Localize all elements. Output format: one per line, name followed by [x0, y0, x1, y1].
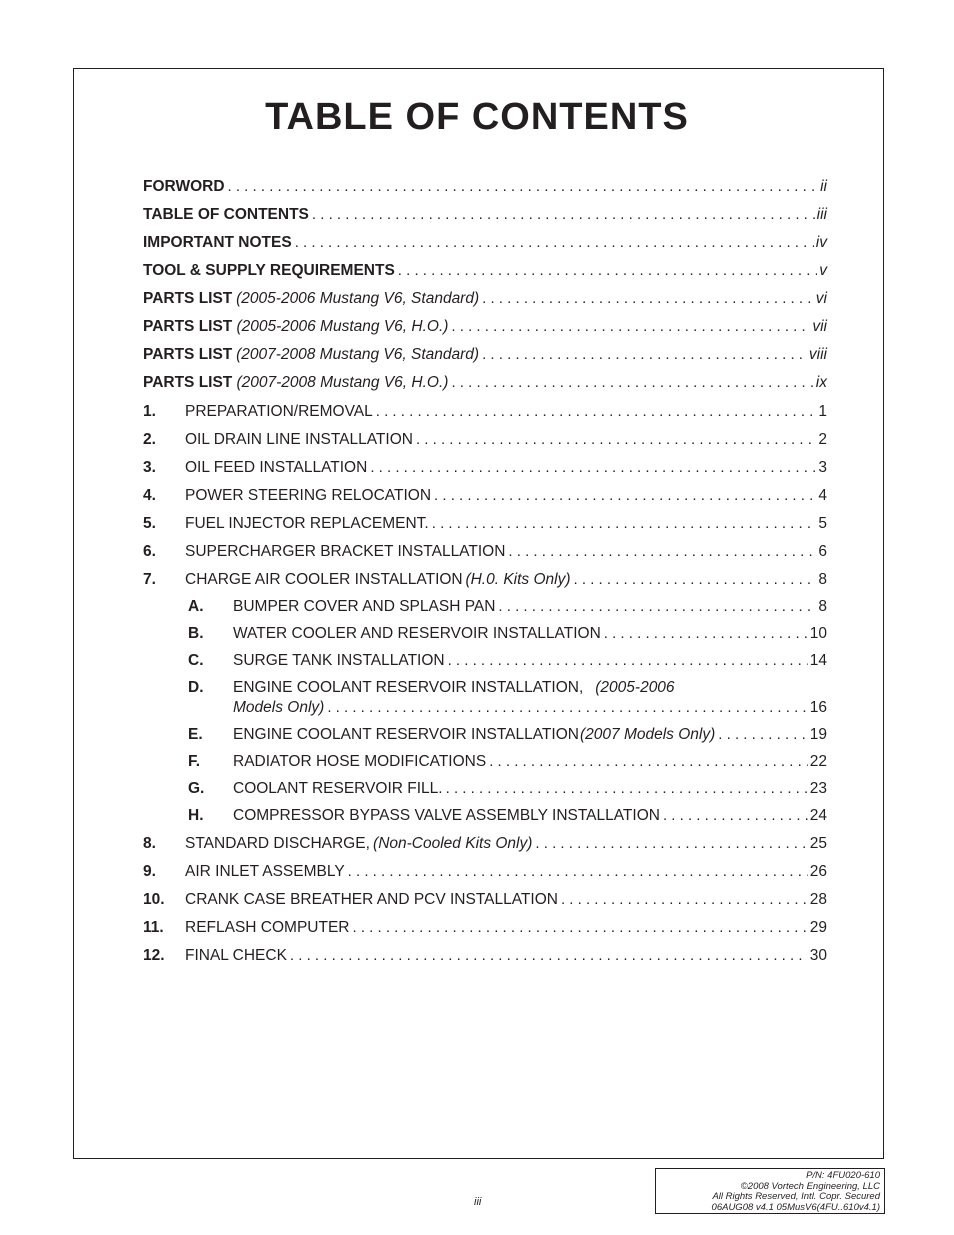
- subsection-letter: D.: [188, 679, 204, 696]
- subsection-label: BUMPER COVER AND SPLASH PAN: [233, 598, 496, 615]
- section-number: 11.: [143, 919, 164, 936]
- dot-leader: [604, 625, 808, 643]
- dot-leader: [489, 753, 808, 771]
- section-number: 7.: [143, 571, 156, 588]
- toc-section[interactable]: [143, 571, 827, 589]
- dot-leader: [327, 699, 807, 717]
- dot-leader: [482, 290, 814, 308]
- toc-entry[interactable]: [143, 206, 827, 224]
- entry-page: ii: [820, 178, 827, 195]
- toc-entry[interactable]: [143, 346, 827, 364]
- section-page: 5: [818, 515, 827, 532]
- toc-section[interactable]: [143, 863, 827, 881]
- toc-entry[interactable]: [143, 178, 827, 196]
- subsection-page: 22: [809, 753, 827, 770]
- toc-section[interactable]: [143, 543, 827, 561]
- entry-page: vi: [815, 290, 827, 307]
- entry-label: PARTS LIST: [143, 374, 233, 391]
- section-label: STANDARD DISCHARGE,: [185, 835, 370, 852]
- entry-note: (2007-2008 Mustang V6, H.O.): [236, 374, 449, 391]
- section-number: 5.: [143, 515, 156, 532]
- rights-line: All Rights Reserved, Intl. Copr. Secured: [712, 1191, 880, 1202]
- subsection-letter: B.: [188, 625, 204, 642]
- section-label: CHARGE AIR COOLER INSTALLATION: [185, 571, 463, 588]
- section-number: 8.: [143, 835, 156, 852]
- entry-page: viii: [808, 346, 827, 363]
- dot-leader: [535, 835, 807, 853]
- subsection-label: SURGE TANK INSTALLATION: [233, 652, 445, 669]
- section-label: AIR INLET ASSEMBLY: [185, 863, 345, 880]
- section-number: 10.: [143, 891, 165, 908]
- toc-section[interactable]: [143, 431, 827, 449]
- entry-note: (2005-2006 Mustang V6, H.O.): [236, 318, 449, 335]
- subsection-label: ENGINE COOLANT RESERVOIR INSTALLATION: [233, 726, 579, 743]
- dot-leader: [398, 262, 817, 280]
- entry-label: PARTS LIST: [143, 318, 233, 335]
- entry-label: PARTS LIST: [143, 290, 233, 307]
- subsection-label: ENGINE COOLANT RESERVOIR INSTALLATION,: [233, 679, 584, 696]
- subsection-label: WATER COOLER AND RESERVOIR INSTALLATION: [233, 625, 601, 642]
- entry-note: (2005-2006 Mustang V6, Standard): [236, 290, 480, 307]
- dot-leader: [432, 515, 817, 533]
- section-label: CRANK CASE BREATHER AND PCV INSTALLATION: [185, 891, 558, 908]
- dot-leader: [290, 947, 808, 965]
- page-title: TABLE OF CONTENTS: [265, 96, 689, 138]
- section-number: 9.: [143, 863, 156, 880]
- toc-section[interactable]: [143, 891, 827, 909]
- dot-leader: [416, 431, 816, 449]
- subsection-page: 19: [809, 726, 827, 743]
- section-page: 26: [809, 863, 827, 880]
- toc-section[interactable]: [143, 403, 827, 421]
- toc-subsection[interactable]: [188, 679, 827, 697]
- subsection-page: 24: [809, 807, 827, 824]
- dot-leader: [451, 374, 813, 392]
- dot-leader: [312, 206, 815, 224]
- entry-page: ix: [815, 374, 827, 391]
- section-page: 6: [818, 543, 827, 560]
- dot-leader: [295, 234, 814, 252]
- entry-page: iii: [816, 206, 827, 223]
- toc-subsection[interactable]: [188, 598, 827, 616]
- subsection-page: 10: [809, 625, 827, 642]
- entry-note: (2007-2008 Mustang V6, Standard): [236, 346, 480, 363]
- subsection-note: (2007 Models Only): [580, 726, 716, 743]
- section-number: 6.: [143, 543, 156, 560]
- dot-leader: [663, 807, 808, 825]
- subsection-label: COMPRESSOR BYPASS VALVE ASSEMBLY INSTALLATION: [233, 807, 660, 824]
- section-note: (H.0. Kits Only): [465, 571, 571, 588]
- section-label: FUEL INJECTOR REPLACEMENT.: [185, 515, 429, 532]
- dot-leader: [376, 403, 817, 421]
- version-line: 06AUG08 v4.1 05MusV6(4FU..610v4.1): [711, 1201, 880, 1213]
- dot-leader: [718, 726, 807, 744]
- toc-section[interactable]: [143, 487, 827, 505]
- entry-label: TABLE OF CONTENTS: [143, 206, 309, 223]
- subsection-label: COOLANT RESERVOIR FILL.: [233, 780, 443, 797]
- section-page: 1: [818, 403, 827, 420]
- toc-section[interactable]: [143, 515, 827, 533]
- section-number: 1.: [143, 403, 156, 420]
- subsection-page: 23: [809, 780, 827, 797]
- section-page: 3: [818, 459, 827, 476]
- subsection-label: RADIATOR HOSE MODIFICATIONS: [233, 753, 487, 770]
- subsection-note-cont: Models Only): [233, 699, 325, 716]
- part-number: P/N: 4FU020-610: [806, 1170, 880, 1181]
- entry-page: vii: [812, 318, 827, 335]
- toc-section[interactable]: [143, 459, 827, 477]
- dot-leader: [448, 652, 808, 670]
- dot-leader: [574, 571, 817, 589]
- section-label: POWER STEERING RELOCATION: [185, 487, 432, 504]
- dot-leader: [353, 919, 808, 937]
- section-page: 30: [809, 947, 827, 964]
- dot-leader: [348, 863, 808, 881]
- toc-subsection[interactable]: [188, 652, 827, 670]
- section-page: 4: [818, 487, 827, 504]
- dot-leader: [434, 487, 816, 505]
- entry-label: IMPORTANT NOTES: [143, 234, 292, 251]
- dot-leader: [446, 780, 808, 798]
- dot-leader: [482, 346, 807, 364]
- subsection-page: 8: [818, 598, 827, 615]
- section-page: 8: [818, 571, 827, 588]
- section-number: 12.: [143, 947, 165, 964]
- toc-subsection[interactable]: [188, 726, 827, 744]
- dot-leader: [451, 318, 810, 336]
- section-label: OIL FEED INSTALLATION: [185, 459, 368, 476]
- subsection-letter: H.: [188, 807, 204, 824]
- section-note: (Non-Cooled Kits Only): [373, 835, 533, 852]
- copyright-box: [655, 1168, 885, 1214]
- subsection-letter: C.: [188, 652, 204, 669]
- toc-entry[interactable]: [143, 234, 827, 252]
- section-page: 28: [809, 891, 827, 908]
- entry-label: PARTS LIST: [143, 346, 233, 363]
- toc-section[interactable]: [143, 835, 827, 853]
- section-page: 2: [818, 431, 827, 448]
- toc-subsection[interactable]: [188, 625, 827, 643]
- subsection-letter: E.: [188, 726, 203, 743]
- subsection-note: (2005-2006: [595, 679, 675, 696]
- section-page: 25: [809, 835, 827, 852]
- toc-entry[interactable]: [143, 290, 827, 308]
- toc-entry[interactable]: [143, 318, 827, 336]
- section-label: REFLASH COMPUTER: [185, 919, 350, 936]
- entry-page: v: [819, 262, 827, 279]
- dot-leader: [508, 543, 816, 561]
- section-page: 29: [809, 919, 827, 936]
- page-number: iii: [474, 1196, 482, 1208]
- section-label: SUPERCHARGER BRACKET INSTALLATION: [185, 543, 506, 560]
- section-label: FINAL CHECK: [185, 947, 287, 964]
- toc-entry[interactable]: [143, 262, 827, 280]
- dot-leader: [228, 178, 819, 196]
- entry-label: TOOL & SUPPLY REQUIREMENTS: [143, 262, 395, 279]
- entry-label: FORWORD: [143, 178, 225, 195]
- copyright-line: ©2008 Vortech Engineering, LLC: [740, 1180, 880, 1192]
- dot-leader: [561, 891, 808, 909]
- section-number: 4.: [143, 487, 156, 504]
- toc-section[interactable]: [143, 947, 827, 965]
- entry-page: iv: [815, 234, 827, 251]
- section-label: PREPARATION/REMOVAL: [185, 403, 373, 420]
- dot-leader: [498, 598, 816, 616]
- toc-entry[interactable]: [143, 374, 827, 392]
- subsection-letter: A.: [188, 598, 204, 615]
- subsection-page: 16: [809, 699, 827, 716]
- toc-subsection-continuation[interactable]: [233, 699, 827, 717]
- subsection-page: 14: [809, 652, 827, 669]
- subsection-letter: F.: [188, 753, 201, 770]
- toc-subsection[interactable]: [188, 807, 827, 825]
- dot-leader: [370, 459, 816, 477]
- section-number: 3.: [143, 459, 156, 476]
- section-label: OIL DRAIN LINE INSTALLATION: [185, 431, 413, 448]
- toc-subsection[interactable]: [188, 753, 827, 771]
- toc-subsection[interactable]: [188, 780, 827, 798]
- section-number: 2.: [143, 431, 156, 448]
- subsection-letter: G.: [188, 780, 205, 797]
- toc-section[interactable]: [143, 919, 827, 937]
